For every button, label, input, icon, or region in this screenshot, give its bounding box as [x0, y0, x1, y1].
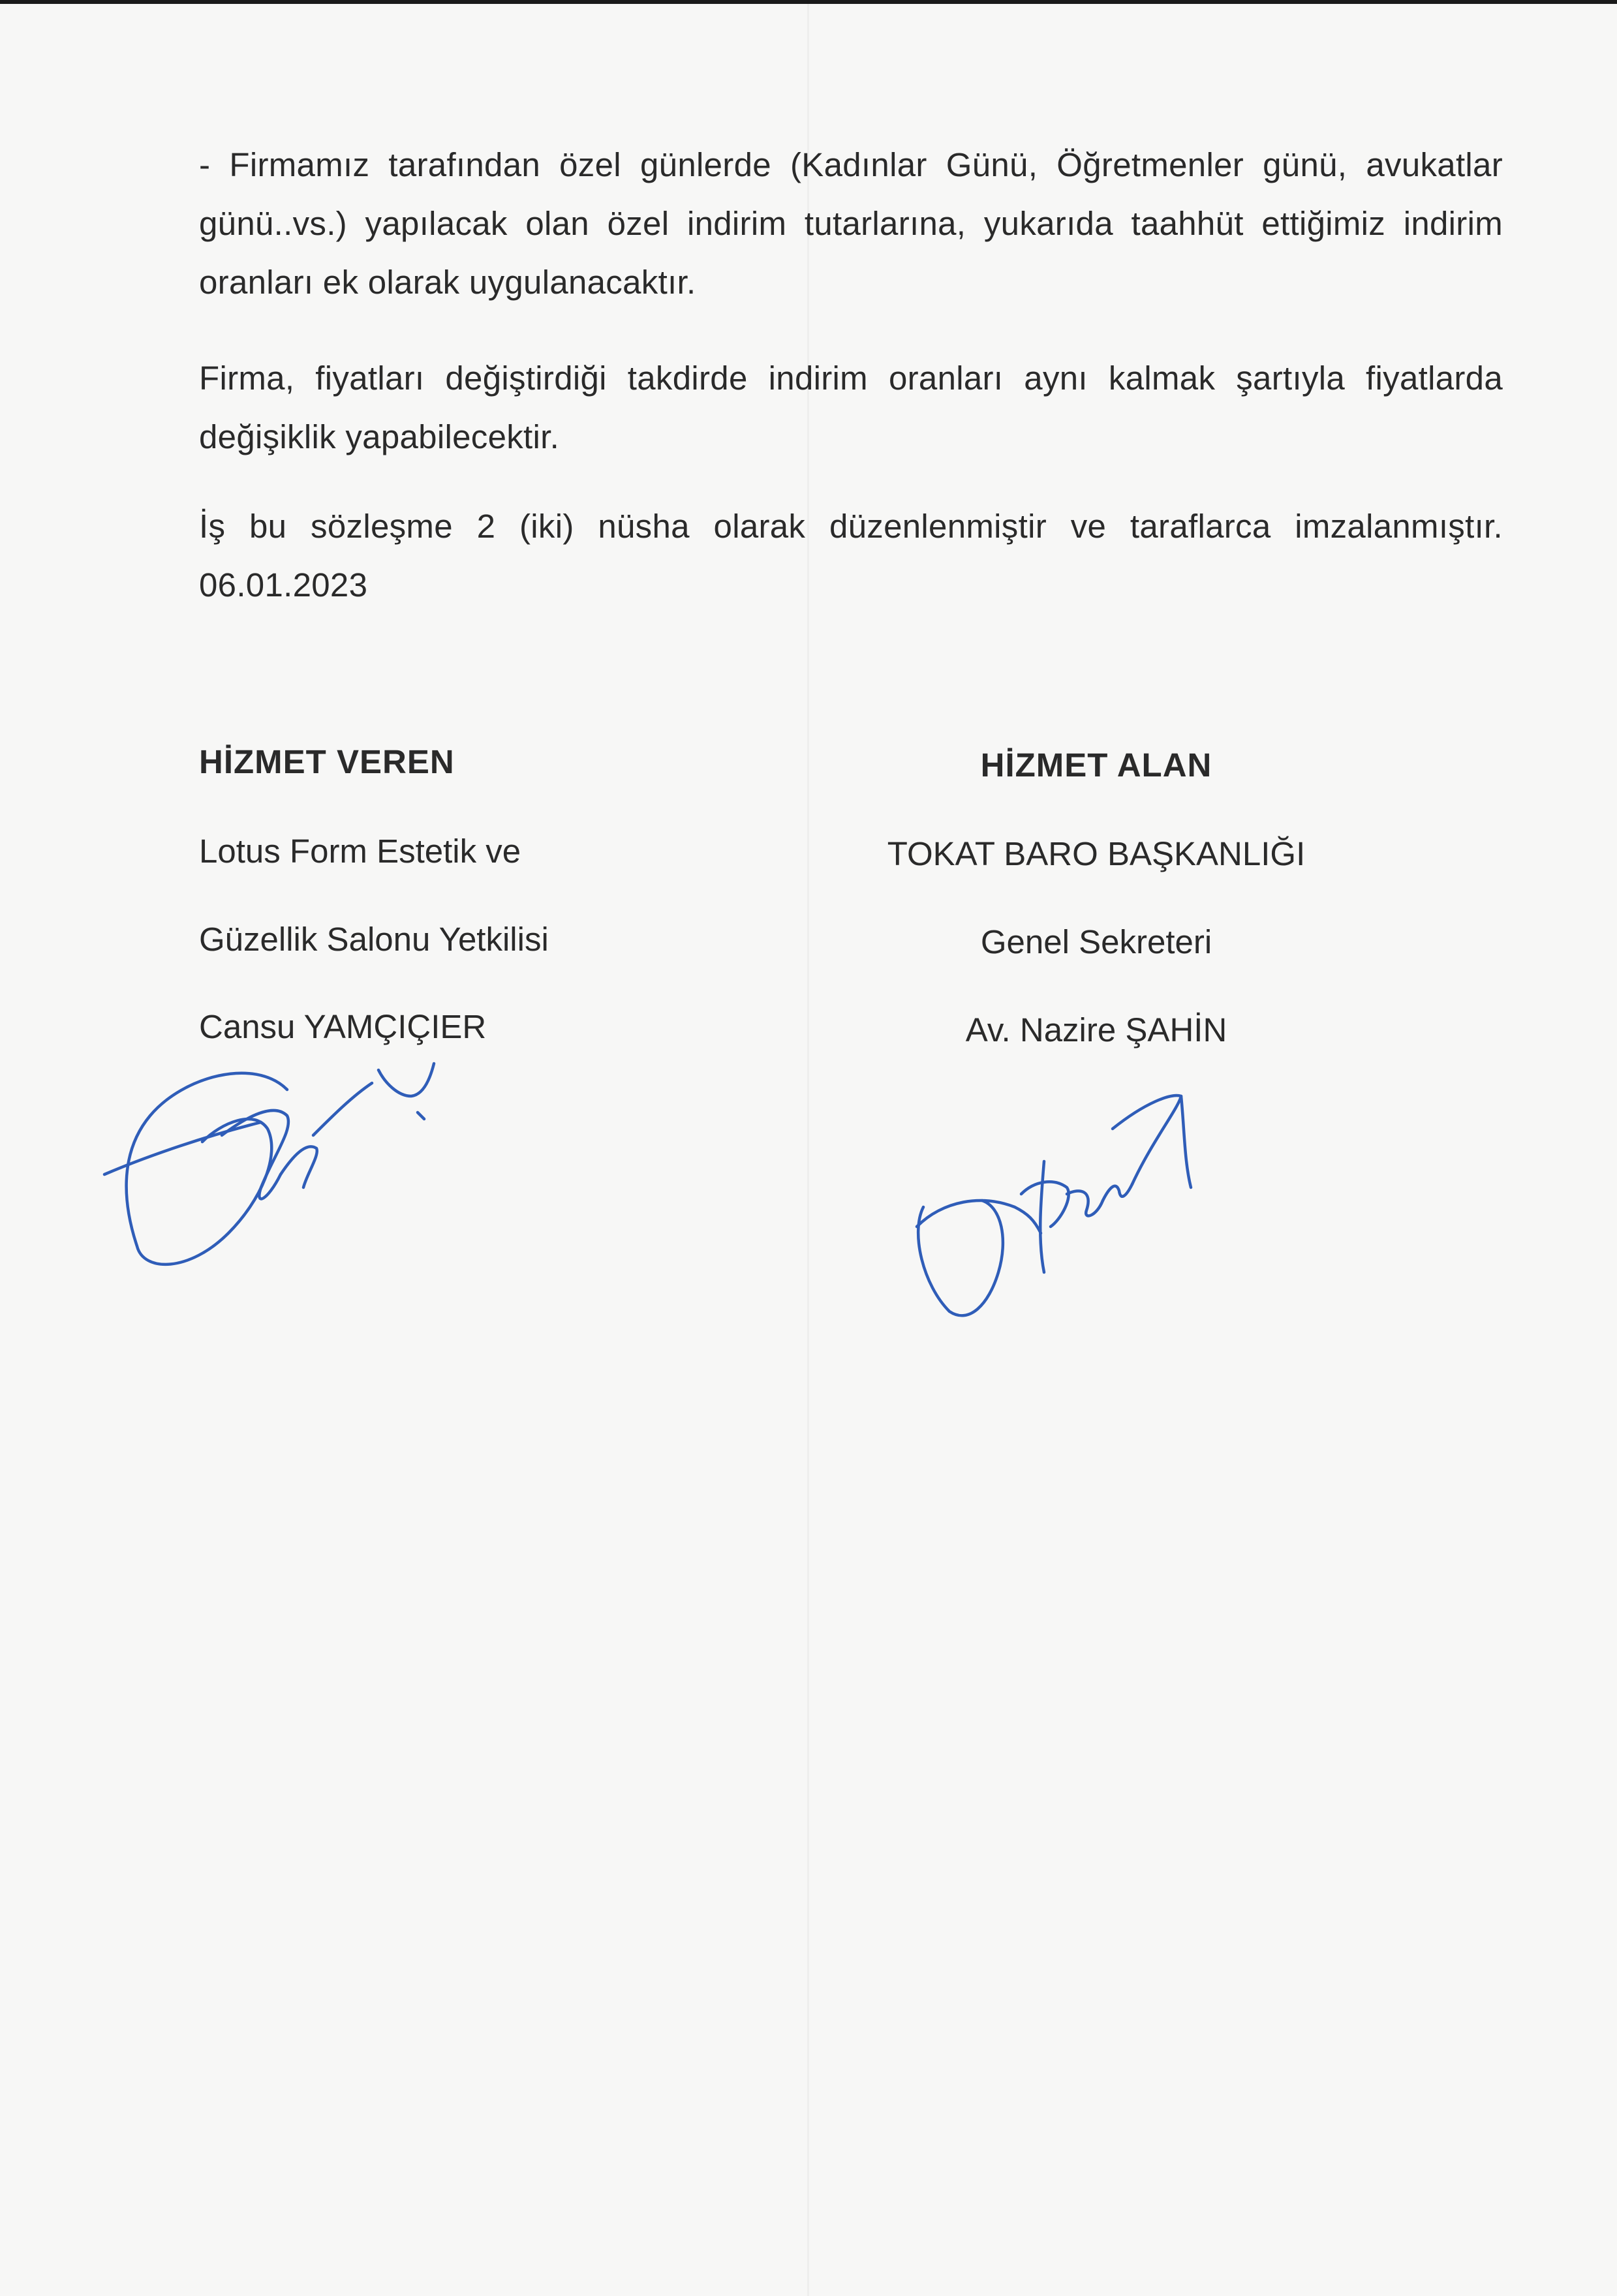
recipient-signature — [904, 1057, 1204, 1331]
paragraph-special-days: - Firmamız tarafından özel günlerde (Kadınlar Günü, Öğretmenler günü, avukatlar günü..vs.) yapılacak olan özel indirim tutarlarına, yukarıda taahhüt ettiğimiz indirim oranları ek olarak uygulanacaktır. — [199, 146, 1503, 301]
page-fold-line — [807, 0, 809, 2296]
provider-heading: HİZMET VEREN — [199, 743, 455, 780]
recipient-heading: HİZMET ALAN — [980, 746, 1212, 784]
recipient-title: Genel Sekreteri — [980, 923, 1212, 960]
recipient-institution: TOKAT BARO BAŞKANLIĞI — [887, 835, 1306, 872]
paragraph-signature-date: İş bu sözleşme 2 (iki) nüsha olarak düzenlenmiştir ve taraflarca imzalanmıştır. 06.01.2023 — [199, 508, 1503, 604]
recipient-name: Av. Nazire ŞAHİN — [965, 1011, 1227, 1049]
provider-company-line1: Lotus Form Estetik ve — [199, 833, 521, 870]
provider-company-line2: Güzellik Salonu Yetkilisi — [199, 921, 549, 958]
provider-name: Cansu YAMÇIÇIER — [199, 1008, 487, 1045]
provider-signature — [91, 1024, 457, 1285]
paragraph-price-change: Firma, fiyatları değiştirdiği takdirde indirim oranları aynı kalmak şartıyla fiyatlarda değişiklik yapabilecektir. — [199, 360, 1503, 455]
